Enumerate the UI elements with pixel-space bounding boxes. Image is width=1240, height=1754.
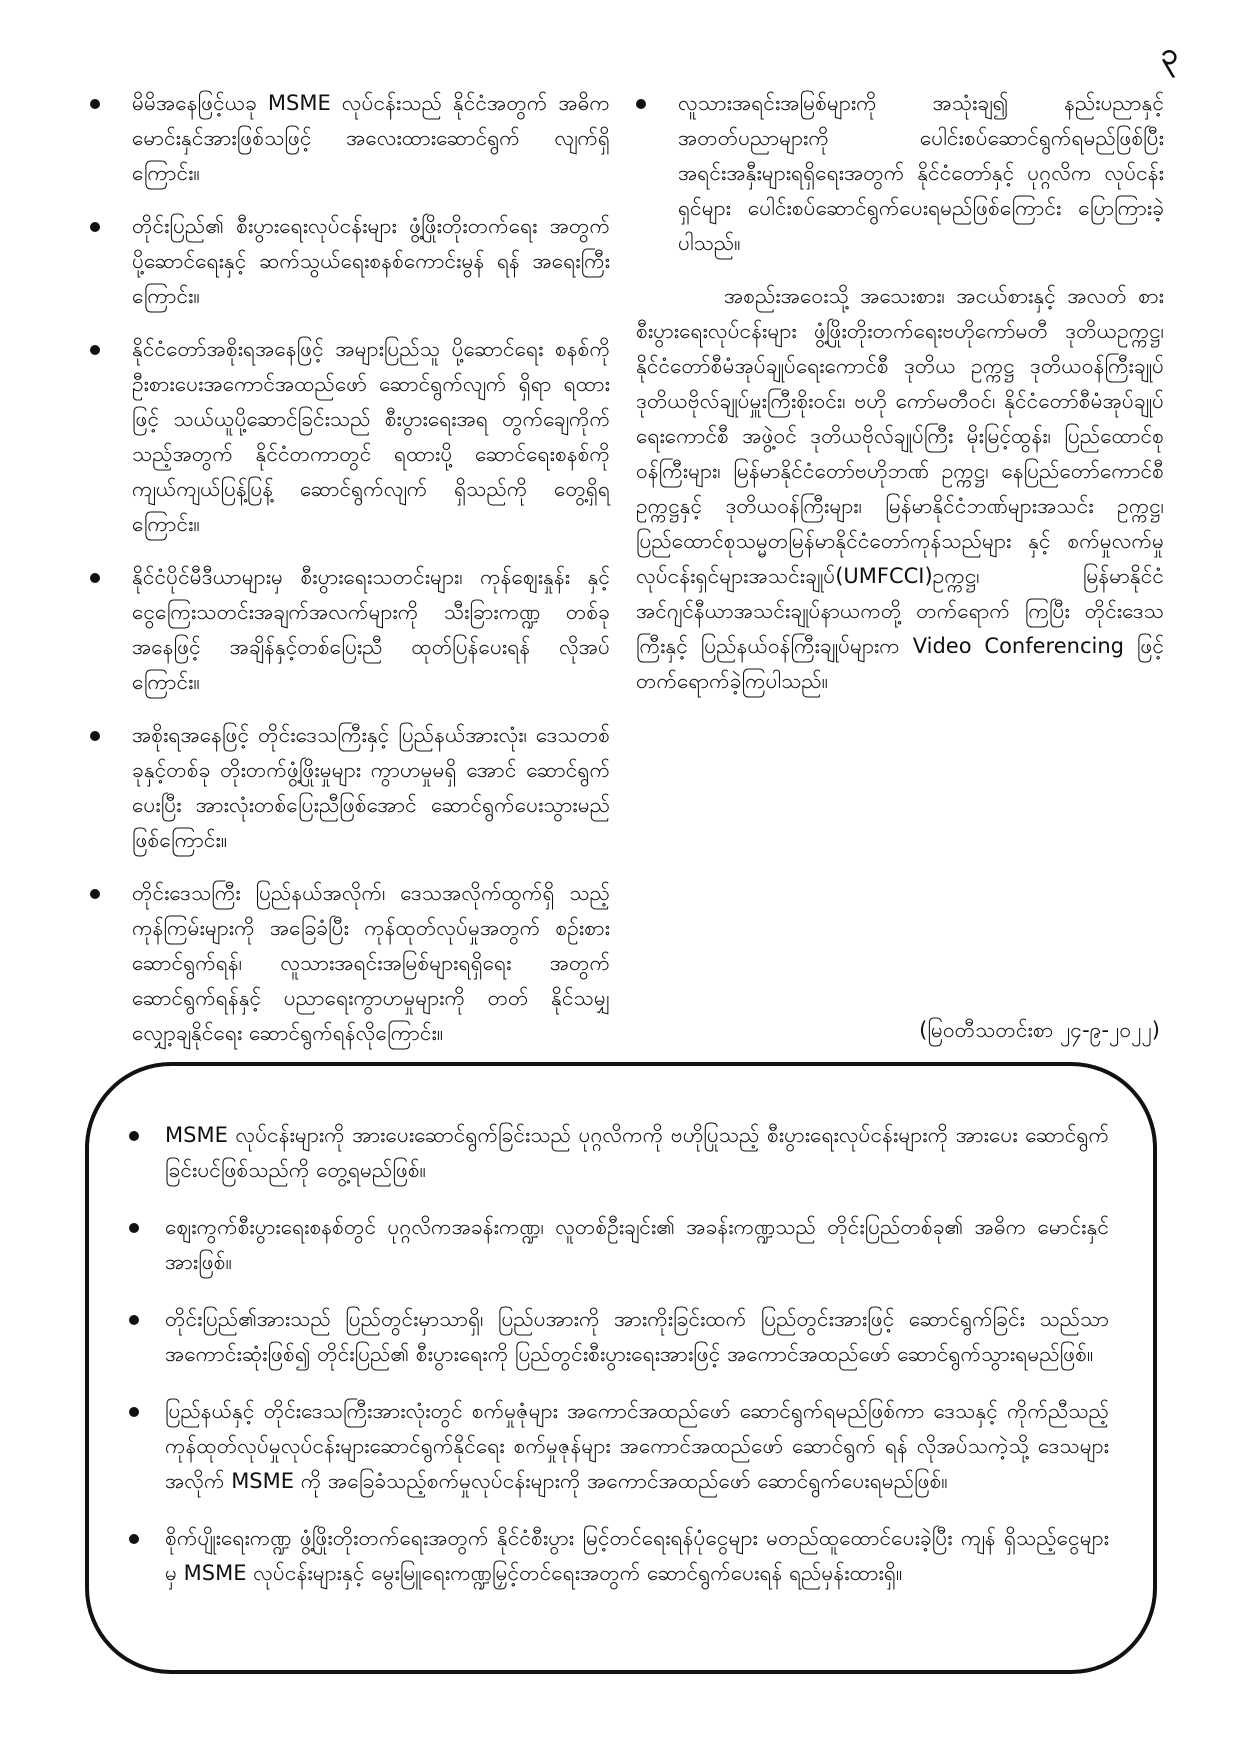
bullet-icon — [90, 345, 100, 355]
list-item-text: ဈေးကွက်စီးပွားရေးစနစ်တွင် ပုဂ္ဂလိကအခန်းကဏ္ဍ၊ လူတစ်ဦးချင်း၏ အခန်းကဏ္ဍသည် တိုင်းပြည်တစ်ခု၏ အဓိက မောင်းနှင်အားဖြစ်။ — [165, 1215, 1109, 1274]
list-item — [129, 1118, 1109, 1188]
list-item-text: တိုင်းဒေသကြီး ပြည်နယ်အလိုက်၊ ဒေသအလိုက်ထွက်ရှိ သည့် ကုန်ကြမ်းများကို အခြေခံပြီး ကုန်ထုတ်လုပ်မှုအတွက် စဉ်းစားဆောင်ရွက်ရန်၊ လူသားအရင်းအမြစ်များရရှိရေး အတွက် ဆောင်ရွက်ရန်နှင့် ပညာရေးကွာဟမှုများကို တတ် နိုင်သမျှ လျှော့ချနိုင်ရေး ဆောင်ရွက်ရန်လိုကြောင်း။ — [132, 881, 610, 1045]
list-item-text: စိုက်ပျိုးရေးကဏ္ဍ ဖွံ့ဖြိုးတိုးတက်ရေးအတွက် နိုင်ငံစီးပွား မြင့်တင်ရေးရန်ပုံငွေများ မတည်ထူထောင်ပေးခဲ့ပြီး ကျန် ရှိသည့်ငွေများမှ MSME လုပ်ငန်းများနှင့် မွေးမြူရေးကဏ္ဍမြှင့်တင်ရေးအတွက် ဆောင်ရွက်ပေးရန် ရည်မှန်းထားရှိ။ — [165, 1526, 1109, 1585]
right-bullet-list — [636, 86, 1164, 261]
bullet-icon — [129, 1315, 139, 1325]
highlight-box — [85, 1062, 1157, 1674]
list-item-text: နိုင်ငံတော်အစိုးရအနေဖြင့် အများပြည်သူ ပို့ဆောင်ရေး စနစ်ကို ဦးစားပေးအကောင်အထည်ဖော် ဆောင်ရွက်လျက် ရှိရာ ရထားဖြင့် သယ်ယူပို့ဆောင်ခြင်းသည် စီးပွားရေးအရ တွက်ချေကိုက်သည့်အတွက် နိုင်ငံတကာတွင် ရထားပို့ ဆောင်ရေးစနစ်ကို ကျယ်ကျယ်ပြန့်ပြန့် ဆောင်ရွက်လျက် ရှိသည်ကို တွေ့ရှိရကြောင်း။ — [132, 337, 610, 536]
list-item — [129, 1302, 1109, 1372]
bullet-icon — [90, 222, 100, 232]
left-column — [90, 86, 610, 1069]
bullet-icon — [129, 1407, 139, 1417]
list-item-text: နိုင်ငံပိုင်မီဒီယာများမှ စီးပွားရေးသတင်းများ၊ ကုန်ဈေးနှုန်း နှင့် ငွေကြေးသတင်းအချက်အလက်များကို သီးခြားကဏ္ဍ တစ်ခုအနေဖြင့် အချိန်နှင့်တစ်ပြေးညီ ထုတ်ပြန်ပေးရန် လိုအပ်ကြောင်း။ — [132, 565, 610, 694]
list-item — [90, 332, 610, 542]
list-item-text: တိုင်းပြည်၏အားသည် ပြည်တွင်းမှာသာရှိ၊ ပြည်ပအားကို အားကိုးခြင်းထက် ပြည်တွင်းအားဖြင့် ဆောင်ရွက်ခြင်း သည်သာ အကောင်းဆုံးဖြစ်၍ တိုင်းပြည်၏ စီးပွားရေးကို ပြည်တွင်းစီးပွားရေးအားဖြင့် အကောင်အထည်ဖော် ဆောင်ရွက်သွားရမည်ဖြစ်။ — [165, 1307, 1109, 1366]
bullet-icon — [129, 1534, 139, 1544]
list-item-text: မိမိအနေဖြင့်ယခု MSME လုပ်ငန်းသည် နိုင်ငံအတွက် အဓိကမောင်းနှင်အားဖြစ်သဖြင့် အလေးထားဆောင်ရွက် လျက်ရှိကြောင်း။ — [132, 91, 610, 185]
list-item — [90, 876, 610, 1051]
bullet-icon — [90, 889, 100, 899]
bullet-icon — [90, 573, 100, 583]
page-number: ၃ — [1161, 37, 1178, 72]
bullet-icon — [129, 1223, 139, 1233]
meeting-attendees-paragraph: အစည်းအဝေးသို့ အသေးစား၊ အငယ်စားနှင့် အလတ် စား စီးပွားရေးလုပ်ငန်းများ ဖွံ့ဖြိုးတိုးတက်ရေးဗဟိုကော်မတီ ဒုတိယဥက္ကဋ္ဌ၊ နိုင်ငံတော်စီမံအုပ်ချုပ်ရေးကောင်စီ ဒုတိယ ဥက္ကဋ္ဌ ဒုတိယဝန်ကြီးချုပ် ဒုတိယဗိုလ်ချုပ်မှူးကြီးစိုးဝင်း၊ ဗဟို ကော်မတီဝင်၊ နိုင်ငံတော်စီမံအုပ်ချုပ်ရေးကောင်စီ အဖွဲ့ဝင် ဒုတိယဗိုလ်ချုပ်ကြီး မိုးမြင့်ထွန်း၊ ပြည်ထောင်စုဝန်ကြီးများ၊ မြန်မာနိုင်ငံတော်ဗဟိုဘဏ် ဥက္ကဋ္ဌ၊ နေပြည်တော်ကောင်စီ ဥက္ကဋ္ဌနှင့် ဒုတိယဝန်ကြီးများ၊ မြန်မာနိုင်ငံဘဏ်များအသင်း ဥက္ကဋ္ဌ၊ ပြည်ထောင်စုသမ္မတမြန်မာနိုင်ငံတော်ကုန်သည်များ နှင့် စက်မှုလက်မှုလုပ်ငန်းရှင်များအသင်းချုပ်(UMFCCI)ဥက္ကဋ္ဌ၊ မြန်မာနိုင်ငံအင်ဂျင်နီယာအသင်းချုပ်နာယကတို့ တက်ရောက် ကြပြီး တိုင်းဒေသကြီးနှင့် ပြည်နယ်ဝန်ကြီးချုပ်များက Video Conferencing ဖြင့်တက်ရောက်ခဲ့ကြပါသည်။ — [636, 284, 1164, 693]
list-item — [90, 718, 610, 858]
bullet-icon — [129, 1131, 139, 1141]
list-item-text: အစိုးရအနေဖြင့် တိုင်းဒေသကြီးနှင့် ပြည်နယ်အားလုံး၊ ဒေသတစ်ခုနှင့်တစ်ခု တိုးတက်ဖွံ့ဖြိုးမှုများ ကွာဟမှုမရှိ အောင် ဆောင်ရွက်ပေးပြီး အားလုံးတစ်ပြေးညီဖြစ်အောင် ဆောင်ရွက်ပေးသွားမည်ဖြစ်ကြောင်း။ — [132, 723, 610, 852]
list-item — [129, 1521, 1109, 1591]
list-item — [90, 560, 610, 700]
list-item-text: လူသားအရင်းအမြစ်များကို အသုံးချ၍ နည်းပညာနှင့် အတတ်ပညာများကို ပေါင်းစပ်ဆောင်ရွက်ရမည်ဖြစ်ပြီး အရင်းအနှီးများရရှိရေးအတွက် နိုင်ငံတော်နှင့် ပုဂ္ဂလိက လုပ်ငန်းရှင်များ ပေါင်းစပ်ဆောင်ရွက်ပေးရမည်ဖြစ်ကြောင်း ပြောကြားခဲ့ပါသည်။ — [678, 91, 1164, 255]
right-column — [636, 86, 1164, 699]
left-bullet-list — [90, 86, 610, 1051]
list-item — [636, 86, 1164, 261]
bullet-icon — [90, 99, 100, 109]
list-item-text: တိုင်းပြည်၏ စီးပွားရေးလုပ်ငန်းများ ဖွံ့ဖြိုးတိုးတက်ရေး အတွက် ပို့ဆောင်ရေးနှင့် ဆက်သွယ်ရေးစနစ်ကောင်းမွန် ရန် အရေးကြီးကြောင်း။ — [132, 214, 610, 308]
list-item — [129, 1210, 1109, 1280]
bullet-icon — [636, 99, 646, 109]
list-item-text: ပြည်နယ်နှင့် တိုင်းဒေသကြီးအားလုံးတွင် စက်မှုဇုံများ အကောင်အထည်ဖော် ဆောင်ရွက်ရမည်ဖြစ်ကာ ဒေသနှင့် ကိုက်ညီသည့် ကုန်ထုတ်လုပ်မှုလုပ်ငန်းများဆောင်ရွက်နိုင်ရေး စက်မှုဇုန်များ အကောင်အထည်ဖော် ဆောင်ရွက် ရန် လိုအပ်သကဲ့သို့ ဒေသများအလိုက် MSME ကို အခြေခံသည့်စက်မှုလုပ်ငန်းများကို အကောင်အထည်ဖော် ဆောင်ရွက်ပေးရမည်ဖြစ်။ — [165, 1399, 1109, 1493]
list-item — [90, 86, 610, 191]
list-item — [129, 1394, 1109, 1499]
list-item — [90, 209, 610, 314]
source-citation: (မြဝတီသတင်းစာ ၂၄-၉-၂၀၂၂) — [919, 1018, 1160, 1042]
bullet-icon — [90, 731, 100, 741]
list-item-text: MSME လုပ်ငန်းများကို အားပေးဆောင်ရွက်ခြင်းသည် ပုဂ္ဂလိကကို ဗဟိုပြုသည့် စီးပွားရေးလုပ်ငန်းများကို အားပေး ဆောင်ရွက်ခြင်းပင်ဖြစ်သည်ကို တွေ့ရမည်ဖြစ်။ — [165, 1123, 1109, 1182]
highlight-bullet-list — [129, 1118, 1109, 1613]
